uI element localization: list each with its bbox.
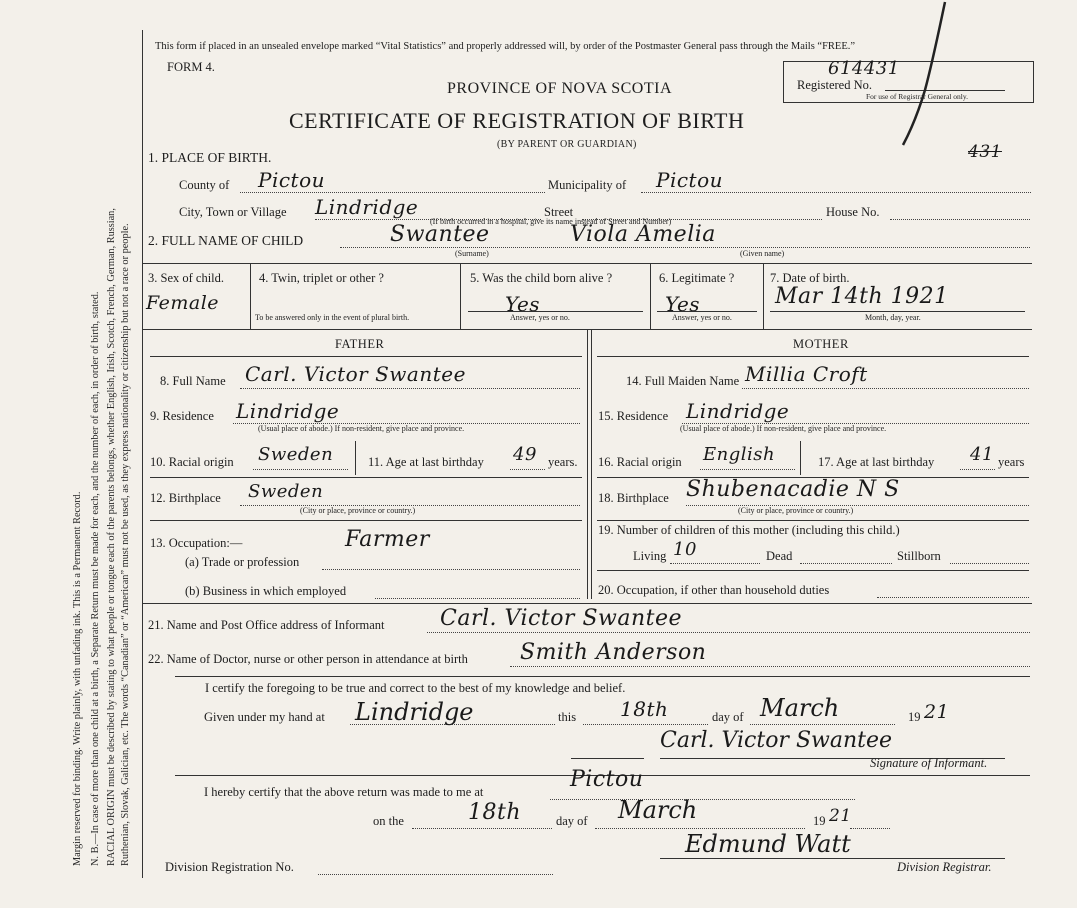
father-residence-note: (Usual place of abode.) If non-resident, give place and province. bbox=[258, 424, 465, 433]
municipality-label: Municipality of bbox=[548, 178, 627, 192]
registrar-month-value: March bbox=[618, 796, 698, 824]
hospital-note: (If birth occurred in a hospital, give its name instead of Street and Number) bbox=[430, 217, 672, 226]
this-label: this bbox=[558, 710, 577, 724]
trade-label: (a) Trade or profession bbox=[185, 555, 300, 569]
child-surname-value: Swantee bbox=[390, 222, 490, 247]
living-label: Living bbox=[633, 549, 667, 563]
given-name-note: (Given name) bbox=[740, 249, 785, 258]
father-name-label: 8. Full Name bbox=[160, 374, 226, 388]
given-place-value: Lindridge bbox=[355, 698, 474, 726]
mother-residence-label: 15. Residence bbox=[598, 409, 669, 423]
father-age-value: 49 bbox=[513, 444, 537, 465]
registrar-statement: I hereby certify that the above return was made to me at bbox=[204, 785, 484, 799]
father-name-value: Carl. Victor Swantee bbox=[245, 362, 466, 386]
registrar-year-prefix: 19 bbox=[813, 814, 826, 828]
dead-label: Dead bbox=[766, 549, 793, 563]
mother-residence-note: (Usual place of abode.) If non-resident, give place and province. bbox=[680, 424, 887, 433]
place-of-birth-label: 1. PLACE OF BIRTH. bbox=[148, 150, 272, 165]
racial-note-1: RACIAL ORIGIN must be described by stating to what people or tongue each of the parents belongs, whether English, Irish, Scotch, French, German, Russian, bbox=[106, 208, 117, 866]
mother-age-value: 41 bbox=[970, 444, 994, 465]
certificate-title: CERTIFICATE OF REGISTRATION OF BIRTH bbox=[289, 108, 745, 133]
living-value: 10 bbox=[673, 539, 697, 560]
date-of-birth-value: Mar 14th 1921 bbox=[775, 284, 949, 309]
father-residence-value: Lindridge bbox=[236, 399, 340, 423]
mother-name-label: 14. Full Maiden Name bbox=[626, 374, 740, 388]
legitimate-note: Answer, yes or no. bbox=[672, 313, 732, 322]
registrar-day-of-label: day of bbox=[556, 814, 588, 828]
alive-value: Yes bbox=[505, 292, 541, 316]
mother-occupation-label: 20. Occupation, if other than household duties bbox=[598, 583, 830, 597]
mother-name-value: Millia Croft bbox=[745, 362, 868, 386]
mother-residence-value: Lindridge bbox=[686, 399, 790, 423]
date-of-birth-note: Month, day, year. bbox=[865, 313, 921, 322]
mother-age-label: 17. Age at last birthday bbox=[818, 455, 935, 469]
registered-number-label: Registered No. bbox=[797, 78, 872, 92]
left-border bbox=[142, 30, 143, 878]
father-racial-origin-label: 10. Racial origin bbox=[150, 455, 234, 469]
city-label: City, Town or Village bbox=[179, 205, 287, 219]
date-of-birth-label: 7. Date of birth. bbox=[770, 271, 850, 285]
given-day-value: 18th bbox=[620, 697, 669, 721]
given-under-label: Given under my hand at bbox=[204, 710, 325, 724]
alive-label: 5. Was the child born alive ? bbox=[470, 271, 613, 285]
registered-number-value: 614431 bbox=[828, 58, 900, 79]
registrar-place-value: Pictou bbox=[570, 767, 644, 792]
legitimate-label: 6. Legitimate ? bbox=[659, 271, 735, 285]
twin-note: To be answered only in the event of plural birth. bbox=[255, 313, 410, 322]
given-year-prefix: 19 bbox=[908, 710, 921, 724]
informant-signature: Carl. Victor Swantee bbox=[660, 728, 893, 753]
county-value: Pictou bbox=[258, 168, 326, 192]
registrar-signature: Edmund Watt bbox=[685, 830, 851, 858]
father-residence-label: 9. Residence bbox=[150, 409, 214, 423]
father-age-label: 11. Age at last birthday bbox=[368, 455, 484, 469]
mother-birthplace-note: (City or place, province or country.) bbox=[738, 506, 854, 515]
house-number-label: House No. bbox=[826, 205, 880, 219]
county-label: County of bbox=[179, 178, 230, 192]
municipality-value: Pictou bbox=[656, 168, 724, 192]
twin-label: 4. Twin, triplet or other ? bbox=[259, 271, 384, 285]
doctor-label: 22. Name of Doctor, nurse or other person in attendance at birth bbox=[148, 652, 468, 666]
registrar-use-note: For use of Registrar General only. bbox=[866, 92, 968, 101]
informant-label: 21. Name and Post Office address of Informant bbox=[148, 618, 385, 632]
stillborn-label: Stillborn bbox=[897, 549, 941, 563]
city-value: Lindridge bbox=[315, 195, 419, 219]
division-registrar-label: Division Registrar. bbox=[897, 860, 992, 874]
street-label: Street bbox=[544, 205, 574, 219]
given-year-value: 21 bbox=[924, 701, 950, 723]
registrar-year-value: 21 bbox=[829, 806, 852, 826]
given-day-of-label: day of bbox=[712, 710, 744, 724]
registrar-day-value: 18th bbox=[468, 800, 522, 825]
racial-note-2: Ruthenian, Slovak, Galician, etc. The words “Canadian” or “American” must not be used, as they express nationality or citizenship but not a race or people. bbox=[120, 223, 131, 866]
father-occupation-label: 13. Occupation:— bbox=[150, 536, 243, 550]
father-occupation-value: Farmer bbox=[345, 527, 430, 552]
father-birthplace-note: (City or place, province or country.) bbox=[300, 506, 416, 515]
pen-stroke-mark bbox=[895, 0, 955, 150]
business-label: (b) Business in which employed bbox=[185, 584, 347, 598]
father-racial-origin-value: Sweden bbox=[258, 444, 334, 465]
division-registration-label: Division Registration No. bbox=[165, 860, 294, 874]
child-name-label: 2. FULL NAME OF CHILD bbox=[148, 233, 304, 248]
surname-note: (Surname) bbox=[455, 249, 489, 258]
mother-racial-origin-value: English bbox=[703, 444, 776, 465]
on-the-label: on the bbox=[373, 814, 404, 828]
alive-note: Answer, yes or no. bbox=[510, 313, 570, 322]
father-birthplace-label: 12. Birthplace bbox=[150, 491, 221, 505]
certificate-subtitle: (BY PARENT OR GUARDIAN) bbox=[497, 139, 637, 150]
legitimate-value: Yes bbox=[665, 292, 701, 316]
children-count-label: 19. Number of children of this mother (including this child.) bbox=[598, 523, 900, 537]
mother-birthplace-value: Shubenacadie N S bbox=[686, 477, 900, 502]
signature-of-informant-label: Signature of Informant. bbox=[870, 756, 988, 770]
province-heading: PROVINCE OF NOVA SCOTIA bbox=[447, 80, 673, 97]
given-month-value: March bbox=[760, 694, 840, 722]
informant-value: Carl. Victor Swantee bbox=[440, 606, 683, 631]
certify-statement: I certify the foregoing to be true and correct to the best of my knowledge and belief. bbox=[205, 681, 626, 695]
mother-heading: MOTHER bbox=[793, 337, 849, 351]
father-birthplace-value: Sweden bbox=[248, 481, 324, 502]
father-age-unit: years. bbox=[548, 455, 578, 469]
child-given-name-value: Viola Amelia bbox=[570, 222, 716, 247]
nb-note: N. B.—In case of more than one child at a birth, a Separate Return must be made for each, and the number of each, in order of birth, stated. bbox=[90, 291, 101, 866]
mother-racial-origin-label: 16. Racial origin bbox=[598, 455, 682, 469]
margin-note: Margin reserved for binding. Write plainly, with unfading ink. This is a Permanent Record. bbox=[72, 491, 83, 866]
form-number: FORM 4. bbox=[167, 60, 215, 74]
mother-age-unit: years bbox=[998, 455, 1025, 469]
sex-value: Female bbox=[146, 292, 220, 314]
father-heading: FATHER bbox=[335, 337, 385, 351]
corner-number: 431 bbox=[968, 142, 1002, 162]
mother-birthplace-label: 18. Birthplace bbox=[598, 491, 669, 505]
sex-label: 3. Sex of child. bbox=[148, 271, 225, 285]
mail-notice: This form if placed in an unsealed envelope marked “Vital Statistics” and properly addressed will, by order of the Postmaster General pass through the Mails “FREE.” bbox=[155, 41, 856, 52]
doctor-value: Smith Anderson bbox=[520, 640, 707, 665]
